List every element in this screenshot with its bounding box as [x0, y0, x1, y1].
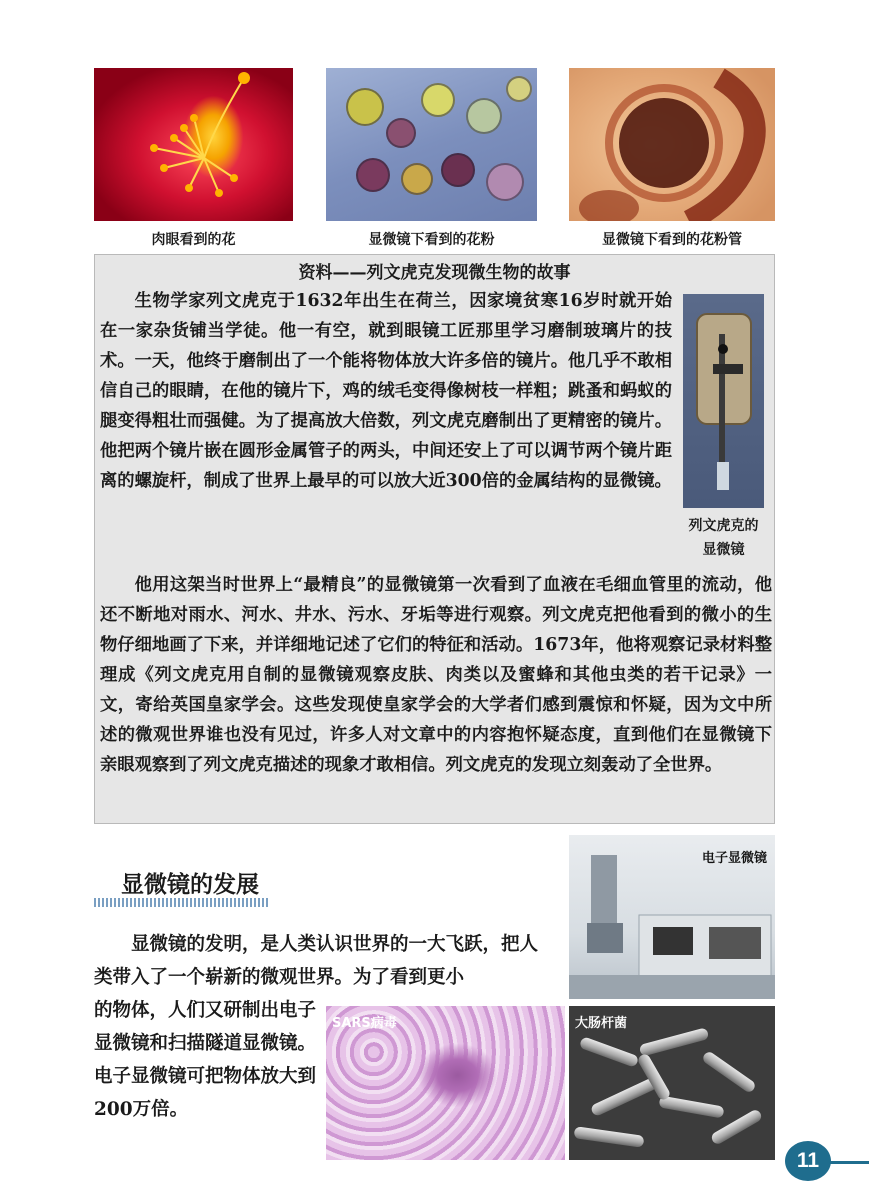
ecoli-label: 大肠杆菌	[575, 1016, 628, 1031]
section-underline	[94, 898, 270, 907]
info-paragraph-2: 他用这架当时世界上“最精良”的显微镜第一次看到了血液在毛细血管里的流动，他还不断地对雨水、河水、井水、污水、牙垢等进行观察。列文虎克把他看到的微小的生物仔细地画了下来，并详细地记述了它们的特征和活动。1673年，他将观察记录材料整理成《列文虎克用自制的显微镜观察皮肤、肉类以及蜜蜂和其他虫类的若干记录》一文，寄给英国皇家学会。这些发现使皇家学会的大学者们感到震惊和怀疑，因为文中所述的微观世界谁也没有见过，许多人对文章中的内容抱怀疑态度，直到他们在显微镜下亲眼观察到了列文虎克描述的现象才敢相信。列文虎克的发现立刻轰动了全世界。	[100, 575, 772, 775]
pollen-tube-caption: 显微镜下看到的花粉管	[602, 232, 742, 248]
pollen-caption: 显微镜下看到的花粉	[368, 232, 495, 248]
pollen-tube-drawing	[569, 68, 775, 221]
sars-virus-photo	[326, 1006, 565, 1160]
flower-stamen-drawing	[94, 68, 293, 221]
info-box-title: 资料——列文虎克发现微生物的故事	[298, 263, 571, 283]
pollen-tube-photo	[569, 68, 775, 221]
ecoli-photo	[569, 1006, 775, 1160]
electron-microscope-label: 电子显微镜	[701, 851, 767, 866]
microscope-drawing	[683, 294, 764, 508]
pollen-photo	[326, 68, 537, 221]
leeuwenhoek-microscope-photo	[683, 294, 764, 508]
section-intro-text-continued: 的物体，人们又研制出电子显微镜和扫描隧道显微镜。电子显微镜可把物体放大到200万倍。	[94, 1000, 317, 1120]
electron-microscope-photo	[569, 835, 775, 999]
page-number: 11	[785, 1141, 831, 1181]
section-intro-text: 显微镜的发明，是人类认识世界的一大飞跃，把人类带入了一个崭新的微观世界。为了看到更小	[94, 934, 539, 988]
flower-photo	[94, 68, 293, 221]
flower-caption: 肉眼看到的花	[151, 232, 236, 248]
info-paragraph-1: 生物学家列文虎克于1632年出生在荷兰，因家境贫寒16岁时就开始在一家杂货铺当学徒。他一有空，就到眼镜工匠那里学习磨制玻璃片的技术。一天，他终于磨制出了一个能将物体放大许多倍的镜片。他几乎不敢相信自己的眼睛，在他的镜片下，鸡的绒毛变得像树枝一样粗；跳蚤和蚂蚁的腿变得粗壮而强健。为了提高放大倍数，列文虎克磨制出了更精密的镜片。他把两个镜片嵌在圆形金属管子的两头，中间还安上了可以调节两个镜片距离的螺旋杆，制成了世界上最早的可以放大近300倍的金属结构的显微镜。	[100, 291, 672, 491]
sars-label: SARS病毒	[332, 1016, 397, 1031]
microscope-caption: 列文虎克的显微镜	[688, 518, 759, 558]
section-title: 显微镜的发展	[121, 872, 259, 898]
